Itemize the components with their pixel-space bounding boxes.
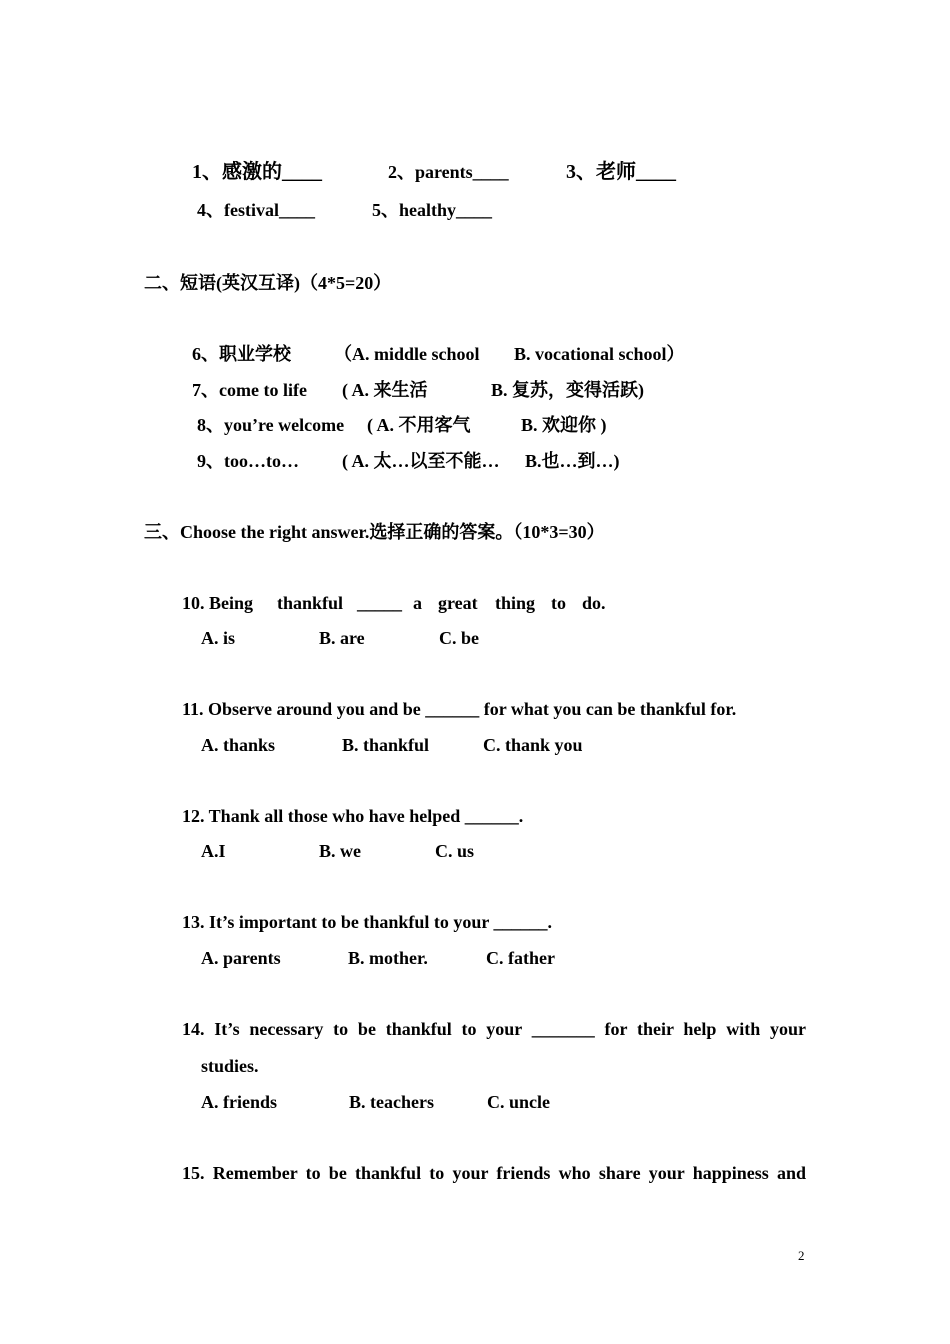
option-c: C. us [435, 841, 475, 861]
option-c: C. father [486, 948, 555, 968]
question-12: 12. Thank all those who have helped ______. [182, 806, 524, 826]
option-b: B. thankful [342, 735, 430, 755]
q10-word: a [413, 593, 422, 613]
vocab-item-1: 1、感激的____ [192, 161, 322, 183]
question-11: 11. Observe around you and be ______ for what you can be thankful for. [182, 699, 737, 719]
section-2-title: 二、短语(英汉互译)（4*5=20） [144, 273, 392, 293]
q10-word: great [438, 593, 478, 613]
section-3-title: 三、Choose the right answer.选择正确的答案。（10*3=30） [144, 522, 605, 542]
page-number: 2 [798, 1248, 805, 1263]
question-14-line-1: 14. It’s necessary to be thankful to your _______ for their help with your [182, 1019, 806, 1039]
phrase-question: 7、come to life [192, 380, 307, 400]
phrase-option-a: ( A. 太…以至不能… [342, 451, 500, 471]
phrase-option-b: B. 复苏，变得活跃) [491, 380, 644, 400]
option-a: A. is [201, 628, 236, 648]
vocab-item-4: 4、festival____ [197, 200, 315, 220]
option-b: B. we [319, 841, 361, 861]
q10-word: thing [495, 593, 536, 613]
q10-word: do. [582, 593, 606, 613]
q10-word: 10. Being [182, 593, 254, 613]
q10-word: thankful [277, 593, 344, 613]
question-15: 15. Remember to be thankful to your friends who share your happiness and [182, 1163, 806, 1183]
option-a: A. parents [201, 948, 281, 968]
phrase-option-a: ( A. 不用客气 [367, 415, 471, 435]
phrase-option-b: B. vocational school） [514, 344, 685, 364]
option-b: B. are [319, 628, 365, 648]
question-14-line-2: studies. [201, 1056, 259, 1076]
phrase-question: 6、职业学校 [192, 344, 291, 364]
phrase-option-a: ( A. 来生活 [342, 380, 428, 400]
option-a: A. thanks [201, 735, 276, 755]
option-b: B. teachers [349, 1092, 434, 1112]
phrase-option-a: （A. middle school [334, 344, 480, 364]
vocab-item-3: 3、老师____ [566, 161, 676, 183]
q10-blank: _____ [357, 593, 402, 613]
option-a: A.I [201, 841, 226, 861]
option-c: C. be [439, 628, 479, 648]
option-c: C. thank you [483, 735, 583, 755]
option-a: A. friends [201, 1092, 277, 1112]
phrase-option-b: B. 欢迎你 ) [521, 415, 607, 435]
q10-word: to [551, 593, 566, 613]
option-b: B. mother. [348, 948, 428, 968]
question-13: 13. It’s important to be thankful to your ______. [182, 912, 553, 932]
option-c: C. uncle [487, 1092, 550, 1112]
phrase-option-b: B.也…到…) [525, 451, 620, 471]
phrase-question: 9、too…to… [197, 451, 299, 471]
vocab-item-2: 2、parents____ [388, 162, 509, 182]
vocab-item-5: 5、healthy____ [372, 200, 493, 220]
phrase-question: 8、you’re welcome [197, 415, 345, 435]
